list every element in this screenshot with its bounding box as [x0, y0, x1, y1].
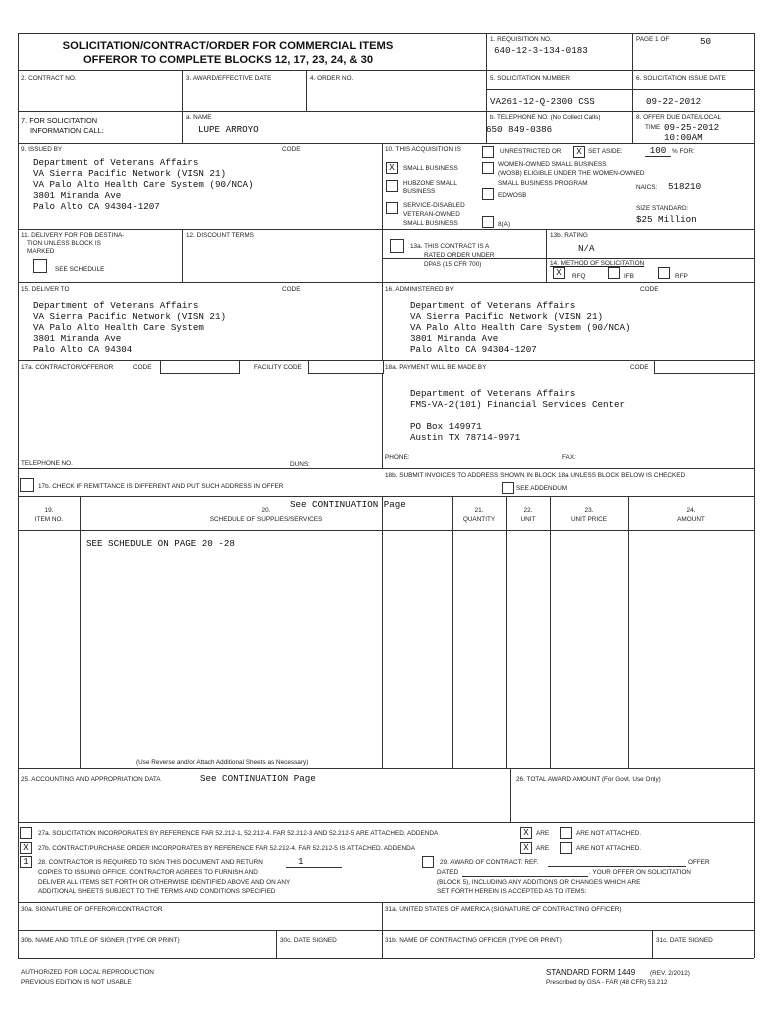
col-item-label: ITEM NO.: [34, 516, 64, 523]
remittance-checkbox[interactable]: [20, 478, 34, 492]
eight-a-checkbox[interactable]: [482, 216, 494, 228]
col-unit-num: 22.: [523, 507, 533, 514]
wosb-checkbox[interactable]: [482, 162, 494, 174]
offeror-date-label: 30c. DATE SIGNED: [280, 937, 337, 944]
issued-by-code-label: CODE: [282, 146, 301, 153]
far-27b-are-label: ARE: [536, 845, 550, 852]
duns-label: DUNS:: [290, 461, 310, 468]
wosb-label-2: (WOSB) ELIGIBLE UNDER THE WOMEN-OWNED: [498, 170, 645, 177]
solicitation-no-value[interactable]: VA261-12-Q-2300 CSS: [490, 96, 595, 107]
col-item-num: 19.: [44, 507, 54, 514]
sdvosb-label-1: SERVICE-DISABLED: [403, 202, 465, 209]
small-business-checkbox[interactable]: X: [386, 162, 398, 174]
contract-no-label: 2. CONTRACT NO.: [21, 75, 77, 82]
size-standard-label: SIZE STANDARD:: [636, 205, 689, 212]
pct-for-label: % FOR:: [672, 148, 695, 155]
size-standard-value[interactable]: $25 Million: [636, 214, 697, 225]
payment-code-label: CODE: [630, 364, 649, 371]
far-27a-checkbox[interactable]: [20, 827, 32, 839]
sign-required-checkbox[interactable]: 1: [20, 856, 32, 868]
addendum-checkbox[interactable]: [502, 482, 514, 494]
sign-required-line2: COPIES TO ISSUING OFFICE. CONTRACTOR AGREES TO FURNISH AND: [38, 869, 258, 876]
unrestricted-checkbox[interactable]: [482, 146, 494, 158]
order-no-label: 4. ORDER NO.: [310, 75, 354, 82]
wosb-label-3: SMALL BUSINESS PROGRAM: [498, 180, 588, 187]
award-date-label: 3. AWARD/EFFECTIVE DATE: [186, 75, 272, 82]
fob-label-2: TION UNLESS BLOCK IS: [27, 240, 101, 247]
award-offer-label: OFFER: [688, 859, 710, 866]
addendum-label: SEE ADDENDUM: [516, 485, 568, 492]
form-title-line2: OFFEROR TO COMPLETE BLOCKS 12, 17, 23, 24, & 30: [82, 54, 374, 66]
col-schedule-num: 20.: [261, 507, 271, 514]
phone-label: b. TELEPHONE NO. (No Collect Calls): [490, 114, 601, 121]
payment-by-label: 18a. PAYMENT WILL BE MADE BY: [385, 364, 487, 371]
footer-revision: (REV. 2/2012): [650, 970, 690, 977]
unrestricted-label: UNRESTRICTED OR: [500, 148, 562, 155]
sdvosb-label-3: SMALL BUSINESS: [403, 220, 458, 227]
footer-reproduction: AUTHORIZED FOR LOCAL REPRODUCTION: [21, 969, 154, 976]
contractor-code-label: CODE: [133, 364, 152, 371]
setaside-label: SET ASIDE:: [588, 148, 623, 155]
officer-signature-label: 31a. UNITED STATES OF AMERICA (SIGNATURE OF CONTRACTING OFFICER): [385, 906, 622, 913]
see-schedule-checkbox[interactable]: [33, 259, 47, 273]
far-27a-not-label: ARE NOT ATTACHED.: [576, 830, 641, 837]
hubzone-label-1: HUBZONE SMALL: [403, 180, 457, 187]
sdvosb-label-2: VETERAN-OWNED: [403, 211, 460, 218]
rfp-label: RFP: [675, 273, 688, 280]
total-award-label: 26. TOTAL AWARD AMOUNT (For Govt. Use Only): [516, 776, 661, 783]
far-27b-checkbox[interactable]: X: [20, 842, 32, 854]
due-time-value[interactable]: 10:00AM: [664, 132, 703, 143]
award-line3: (BLOCK 5), INCLUDING ANY ADDITIONS OR CHANGES WHICH ARE: [437, 879, 641, 886]
rated-order-label-2: RATED ORDER UNDER: [424, 252, 495, 259]
award-dated-label: DATED: [437, 869, 459, 876]
naics-label: NAICS:: [636, 184, 658, 191]
far-27b-not-label: ARE NOT ATTACHED.: [576, 845, 641, 852]
accounting-value[interactable]: See CONTINUATION Page: [200, 773, 316, 784]
rfp-checkbox[interactable]: [658, 267, 670, 279]
hubzone-label-2: BUSINESS: [403, 188, 436, 195]
col-amount-label: AMOUNT: [677, 516, 705, 523]
schedule-footnote: (Use Reverse and/or Attach Additional Sheets as Necessary): [136, 759, 309, 766]
hubzone-checkbox[interactable]: [386, 180, 398, 192]
award-line2: . YOUR OFFER ON SOLICITATION: [589, 869, 691, 876]
edwosb-label: EDWOSB: [498, 192, 527, 199]
officer-name-label: 31b. NAME OF CONTRACTING OFFICER (TYPE OR PRINT): [385, 937, 562, 944]
method-label: 14. METHOD OF SOLICITATION: [550, 260, 645, 267]
col-quantity-label: QUANTITY: [462, 516, 496, 523]
due-date-value[interactable]: 09-25-2012: [664, 122, 720, 133]
far-27a-not-checkbox[interactable]: [560, 827, 572, 839]
administered-by-label: 16. ADMINISTERED BY: [385, 286, 454, 293]
award-line4: SET FORTH HEREIN IS ACCEPTED AS TO ITEMS:: [437, 888, 587, 895]
col-schedule-label: SCHEDULE OF SUPPLIES/SERVICES: [209, 516, 323, 523]
deliver-to-code-label: CODE: [282, 286, 301, 293]
award-line1: 29. AWARD OF CONTRACT: REF.: [440, 859, 539, 866]
sign-required-line1: 28. CONTRACTOR IS REQUIRED TO SIGN THIS DOCUMENT AND RETURN: [38, 859, 263, 866]
fob-label-1: 11. DELIVERY FOR FOB DESTINA-: [21, 232, 125, 239]
info-call-label-2: INFORMATION CALL:: [30, 126, 104, 135]
col-unit-label: UNIT: [520, 516, 536, 523]
far-27a-are-label: ARE: [536, 830, 550, 837]
time-label: TIME: [645, 124, 661, 131]
remittance-label: 17b. CHECK IF REMITTANCE IS DIFFERENT AND PUT SUCH ADDRESS IN OFFER: [38, 483, 284, 490]
signer-name-label: 30b. NAME AND TITLE OF SIGNER (TYPE OR PRINT): [21, 937, 180, 944]
discount-terms-label: 12. DISCOUNT TERMS: [186, 232, 254, 239]
sign-required-line4: ADDITIONAL SHEETS SUBJECT TO THE TERMS AND CONDITIONS SPECIFIED: [38, 888, 276, 895]
setaside-pct-value[interactable]: 100: [645, 145, 671, 157]
eight-a-label: 8(A): [498, 221, 511, 228]
page-total[interactable]: 50: [700, 36, 712, 47]
fob-label-3: MARKED: [27, 248, 55, 255]
far-27b-text: 27b. CONTRACT/PURCHASE ORDER INCORPORATES BY REFERENCE FAR 52.212-4. FAR 52.212-5 IS ATTACHED. ADDENDA: [38, 845, 416, 852]
contractor-label: 17a. CONTRACTOR/OFFEROR: [21, 364, 114, 371]
footer-form-name: STANDARD FORM 1449: [546, 968, 636, 977]
rated-order-label-3: DPAS (15 CFR 700): [424, 261, 482, 268]
far-27a-are-checkbox[interactable]: X: [520, 827, 532, 839]
edwosb-checkbox[interactable]: [482, 188, 494, 200]
rated-order-checkbox[interactable]: [390, 239, 404, 253]
footer-edition: PREVIOUS EDITION IS NOT USABLE: [21, 979, 132, 986]
officer-date-label: 31c. DATE SIGNED: [656, 937, 713, 944]
setaside-checkbox[interactable]: X: [573, 146, 585, 158]
accounting-label: 25. ACCOUNTING AND APPROPRIATION DATA: [21, 776, 161, 783]
requisition-label: 1. REQUISITION NO.: [490, 36, 552, 43]
issue-date-label: 6. SOLICITATION ISSUE DATE: [636, 75, 726, 82]
sign-required-line3: DELIVER ALL ITEMS SET FORTH OR OTHERWISE IDENTIFIED ABOVE AND ON ANY: [38, 879, 291, 886]
ifb-checkbox[interactable]: [608, 267, 620, 279]
payment-fax-label: FAX:: [562, 454, 576, 461]
administered-by-address[interactable]: Department of Veterans Affairs VA Sierra Pacific Network (VISN 21) VA Palo Alto Health Care System (90/NCA) 3801 Miranda Ave Palo Alto CA 94304-1207: [410, 300, 631, 355]
payment-phone-label: PHONE:: [385, 454, 410, 461]
facility-code-field[interactable]: [308, 360, 384, 374]
contractor-code-field[interactable]: [160, 360, 240, 374]
issue-date-value[interactable]: 09-22-2012: [646, 96, 702, 107]
solicitation-no-label: 5. SOLICITATION NUMBER: [490, 75, 571, 82]
col-amount-num: 24.: [686, 507, 696, 514]
wosb-label-1: WOMEN-OWNED SMALL BUSINESS: [498, 161, 607, 168]
far-27b-not-checkbox[interactable]: [560, 842, 572, 854]
phone-value[interactable]: 650 849-0386: [486, 124, 553, 135]
form-title-line1: SOLICITATION/CONTRACT/ORDER FOR COMMERCIAL ITEMS: [62, 40, 394, 52]
rating-value[interactable]: N/A: [578, 243, 595, 254]
small-business-label: SMALL BUSINESS: [403, 165, 458, 172]
rfq-label: RFQ: [572, 273, 586, 280]
col-schedule-note[interactable]: See CONTINUATION Page: [290, 499, 406, 510]
facility-code-label: FACILITY CODE: [254, 364, 302, 371]
info-call-label-1: 7. FOR SOLICITATION: [21, 116, 98, 125]
name-value[interactable]: LUPE ARROYO: [198, 124, 259, 135]
administered-by-code-label: CODE: [640, 286, 659, 293]
award-checkbox[interactable]: [422, 856, 434, 868]
col-quantity-num: 21.: [474, 507, 484, 514]
far-27b-are-checkbox[interactable]: X: [520, 842, 532, 854]
far-27a-text: 27a. SOLICITATION INCORPORATES BY REFERENCE FAR 52.212-1, 52.212-4. FAR 52.212-3 AND 52.212-5 ARE ATTACHED. ADDENDA: [38, 830, 439, 837]
issued-by-address[interactable]: Department of Veterans Affairs VA Sierra Pacific Network (VISN 21) VA Palo Alto Health Care System (90/NCA) 3801 Miranda Ave Palo Alto CA 94304-1207: [33, 157, 254, 212]
payment-address[interactable]: Department of Veterans Affairs FMS-VA-2(101) Financial Services Center PO Box 149971 Austin TX 78714-9971: [410, 388, 626, 443]
col-unit-price-num: 23.: [584, 507, 594, 514]
deliver-to-label: 15. DELIVER TO: [21, 286, 70, 293]
sdvosb-checkbox[interactable]: [386, 202, 398, 214]
col-unit-price-label: UNIT PRICE: [570, 516, 608, 523]
rating-label: 13b. RATING: [550, 232, 588, 239]
offeror-signature-label: 30a. SIGNATURE OF OFFEROR/CONTRACTOR: [21, 906, 163, 913]
payment-code-field[interactable]: [654, 360, 755, 374]
rated-order-label-1: 13a. THIS CONTRACT IS A: [410, 243, 490, 250]
deliver-to-address[interactable]: Department of Veterans Affairs VA Sierra Pacific Network (VISN 21) VA Palo Alto Health Care System 3801 Miranda Ave Palo Alto CA 94304: [33, 300, 226, 355]
page-label: PAGE 1 OF: [636, 36, 670, 43]
see-schedule-label: SEE SCHEDULE: [55, 266, 105, 273]
ifb-label: IFB: [624, 273, 634, 280]
acquisition-label: 10. THIS ACQUISITION IS: [385, 146, 461, 153]
invoice-label: 18b. SUBMIT INVOICES TO ADDRESS SHOWN IN BLOCK 18a UNLESS BLOCK BELOW IS CHECKED: [385, 472, 686, 479]
due-date-label: 8. OFFER DUE DATE/LOCAL: [636, 114, 722, 121]
copies-value[interactable]: 1: [286, 856, 342, 868]
issued-by-label: 9. ISSUED BY: [21, 146, 63, 153]
naics-value[interactable]: 518210: [668, 181, 702, 192]
name-label: a. NAME: [186, 114, 212, 121]
requisition-value[interactable]: 640-12-3-134-0183: [494, 45, 588, 56]
telephone-label: TELEPHONE NO.: [21, 460, 73, 467]
footer-prescribed: Prescribed by GSA - FAR (48 CFR) 53.212: [546, 979, 668, 986]
rfq-checkbox[interactable]: X: [553, 267, 565, 279]
schedule-body-text[interactable]: SEE SCHEDULE ON PAGE 20 -28: [86, 538, 235, 549]
